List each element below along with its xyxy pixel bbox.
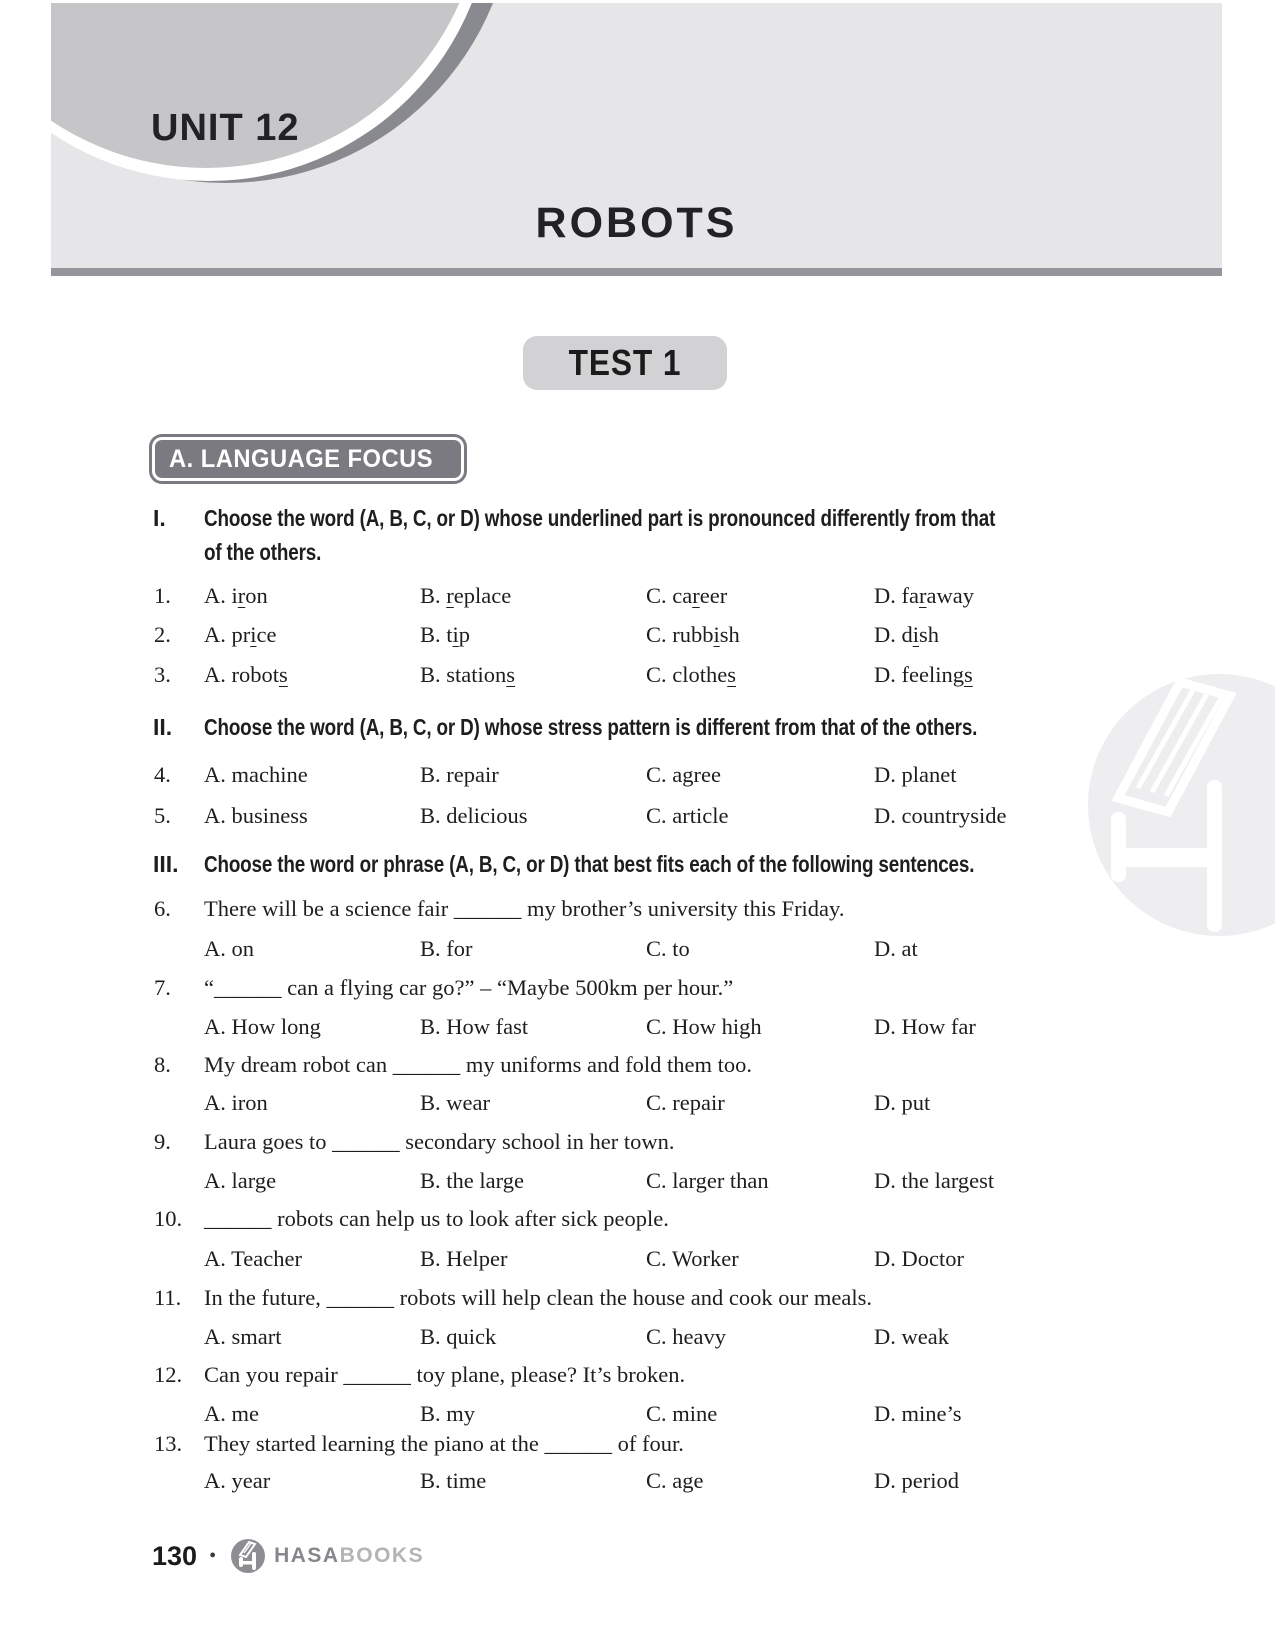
option-d: D. feelings	[874, 662, 973, 687]
section-1-instruction-line2: of the others.	[204, 539, 322, 565]
section-1-heading	[0, 504, 1275, 532]
option-d: D. weak	[874, 1324, 949, 1349]
option-a: A. on	[204, 936, 254, 961]
option-b: B. How fast	[420, 1014, 529, 1039]
option-c: C. rubbish	[646, 622, 740, 647]
option-a: A. price	[204, 622, 277, 647]
option-c: C. mine	[646, 1401, 718, 1426]
question-sentence: ______ robots can help us to look after sick people.	[204, 1206, 669, 1231]
question-row-2	[0, 621, 1275, 649]
question-number: 5.	[154, 803, 171, 828]
question-stem-13	[0, 1430, 1275, 1458]
option-a: A. large	[204, 1168, 277, 1193]
option-a: A. business	[204, 803, 308, 828]
option-b: B. repair	[420, 762, 499, 787]
question-number: 11.	[154, 1285, 182, 1310]
option-a: A. iron	[204, 1090, 268, 1115]
question-sentence: There will be a science fair ______ my brother’s university this Friday.	[204, 896, 845, 921]
question-sentence: Laura goes to ______ secondary school in her town.	[204, 1129, 675, 1154]
option-c: C. How high	[646, 1014, 762, 1039]
question-number: 4.	[154, 762, 171, 787]
question-number: 1.	[154, 583, 171, 608]
option-d: D. countryside	[874, 803, 1007, 828]
option-d: D. faraway	[874, 583, 974, 608]
unit-label: UNIT 12	[151, 107, 300, 149]
section-2-heading	[0, 713, 1275, 741]
option-c: C. article	[646, 803, 729, 828]
options-row-10	[0, 1245, 1275, 1273]
question-row-1	[0, 582, 1275, 610]
question-number: 6.	[154, 896, 171, 921]
option-b: B. delicious	[420, 803, 528, 828]
section-3-heading	[0, 850, 1275, 878]
question-number: 2.	[154, 622, 171, 647]
option-b: B. the large	[420, 1168, 524, 1193]
option-a: A. Teacher	[204, 1246, 302, 1271]
options-row-7	[0, 1013, 1275, 1041]
option-c: C. to	[646, 936, 690, 961]
question-sentence: Can you repair ______ toy plane, please? It’s broken.	[204, 1362, 686, 1387]
options-row-12	[0, 1400, 1275, 1428]
question-stem-6	[0, 895, 1275, 923]
option-c: C. Worker	[646, 1246, 739, 1271]
option-d: D. the largest	[874, 1168, 995, 1193]
option-b: B. Helper	[420, 1246, 508, 1271]
option-a: A. machine	[204, 762, 308, 787]
option-d: D. put	[874, 1090, 931, 1115]
option-b: B. time	[420, 1468, 487, 1493]
question-number: 9.	[154, 1129, 171, 1154]
option-a: A. me	[204, 1401, 259, 1426]
question-number: 13.	[154, 1431, 183, 1456]
section-1-numeral: I.	[153, 505, 166, 531]
option-b: B. wear	[420, 1090, 490, 1115]
section-2-numeral: II.	[153, 714, 173, 740]
question-number: 3.	[154, 662, 171, 687]
question-stem-9	[0, 1128, 1275, 1156]
option-d: D. dish	[874, 622, 940, 647]
test-badge	[523, 336, 727, 390]
page-number: 130	[152, 1540, 198, 1571]
brand-light-text: BOOKS	[339, 1544, 425, 1567]
option-b: B. replace	[420, 583, 512, 608]
options-row-6	[0, 935, 1275, 963]
option-b: B. quick	[420, 1324, 497, 1349]
question-sentence: “______ can a flying car go?” – “Maybe 500km per hour.”	[204, 975, 734, 1000]
option-d: D. How far	[874, 1014, 976, 1039]
question-sentence: In the future, ______ robots will help clean the house and cook our meals.	[204, 1285, 872, 1310]
option-a: A. iron	[204, 583, 268, 608]
option-a: A. robots	[204, 662, 288, 687]
question-number: 7.	[154, 975, 171, 1000]
publisher-logo-icon	[230, 1538, 266, 1574]
option-c: C. career	[646, 583, 728, 608]
option-a: A. smart	[204, 1324, 282, 1349]
options-row-9	[0, 1167, 1275, 1195]
option-a: A. year	[204, 1468, 271, 1493]
page-title: ROBOTS	[535, 199, 738, 247]
option-c: C. repair	[646, 1090, 725, 1115]
question-number: 8.	[154, 1052, 171, 1077]
test-badge-label: TEST 1	[568, 342, 682, 383]
option-d: D. period	[874, 1468, 959, 1493]
question-sentence: They started learning the piano at the ______ of four.	[204, 1431, 684, 1456]
options-row-13	[0, 1467, 1275, 1495]
language-focus-label: A. LANGUAGE FOCUS	[169, 445, 434, 473]
question-number: 12.	[154, 1362, 183, 1387]
options-row-11	[0, 1323, 1275, 1351]
option-d: D. at	[874, 936, 918, 961]
option-b: B. my	[420, 1401, 476, 1426]
page-footer	[152, 1538, 424, 1574]
option-a: A. How long	[204, 1014, 321, 1039]
question-row-3	[0, 661, 1275, 689]
question-stem-12	[0, 1361, 1275, 1389]
question-row-4	[0, 761, 1275, 789]
option-b: B. stations	[420, 662, 516, 687]
options-row-8	[0, 1089, 1275, 1117]
question-sentence: My dream robot can ______ my uniforms and fold them too.	[204, 1052, 753, 1077]
question-stem-7	[0, 974, 1275, 1002]
section-1-instruction-line1: Choose the word (A, B, C, or D) whose underlined part is pronounced differently from that	[204, 505, 996, 531]
option-c: C. heavy	[646, 1324, 726, 1349]
option-c: C. larger than	[646, 1168, 769, 1193]
option-d: D. Doctor	[874, 1246, 964, 1271]
section-2-instruction: Choose the word (A, B, C, or D) whose stress pattern is different from that of the others.	[204, 714, 978, 740]
option-d: D. mine’s	[874, 1401, 962, 1426]
header-divider	[51, 268, 1222, 276]
option-b: B. tip	[420, 622, 471, 647]
brand-strong-text: HASA	[274, 1544, 340, 1567]
option-b: B. for	[420, 936, 473, 961]
section-3-instruction: Choose the word or phrase (A, B, C, or D) that best fits each of the following sentences.	[204, 851, 975, 877]
section-1-heading-line2	[0, 538, 1275, 566]
option-c: C. clothes	[646, 662, 736, 687]
publisher-brand	[274, 1544, 424, 1568]
footer-separator-dot: •	[209, 1544, 217, 1567]
question-stem-8	[0, 1051, 1275, 1079]
section-3-numeral: III.	[153, 851, 179, 877]
question-stem-10	[0, 1205, 1275, 1233]
unit-header-band	[51, 3, 1222, 268]
option-c: C. age	[646, 1468, 704, 1493]
question-number: 10.	[154, 1206, 183, 1231]
option-c: C. agree	[646, 762, 721, 787]
language-focus-badge	[152, 437, 464, 481]
question-stem-11	[0, 1284, 1275, 1312]
question-row-5	[0, 802, 1275, 830]
option-d: D. planet	[874, 762, 957, 787]
